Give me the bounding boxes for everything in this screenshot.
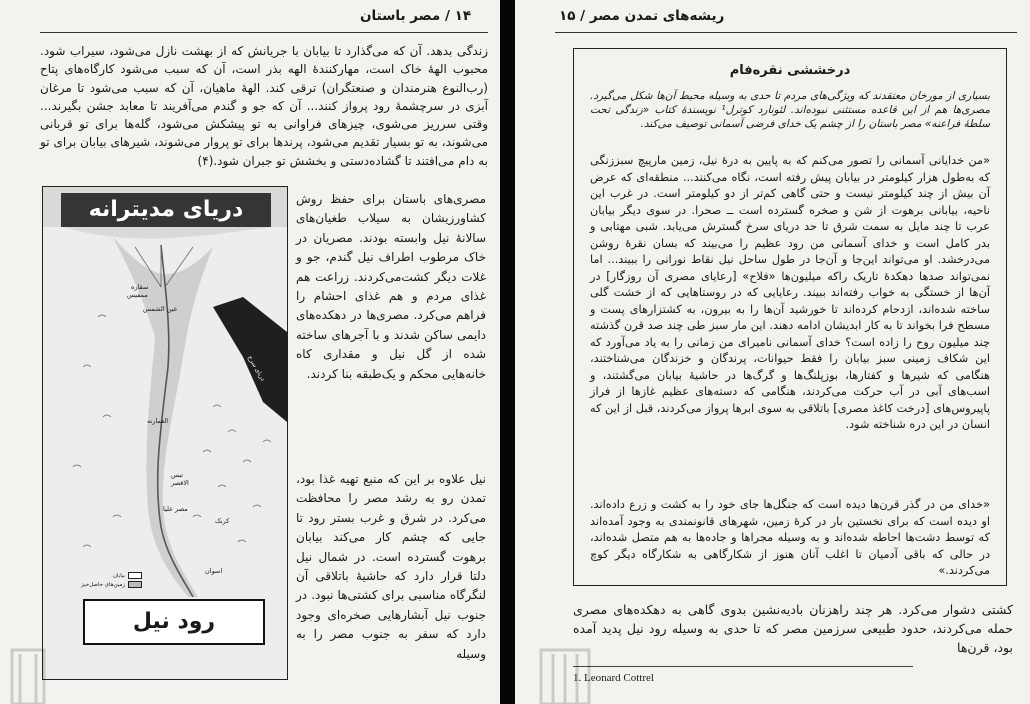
bottom-paragraph: کشتی دشوار می‌کرد. هر چند راهزنان بادیه‌نشین بدوی گاهی به دهکده‌های مصری حمله می‌کردند، حدود طبیعی سرزمین مصر که تا حدی به وسیله رود نیل پدید آمده بود، قرن‌ها [573, 602, 1013, 655]
box-quote-2: «خدای من در گذر قرن‌ها دیده است که جنگل‌ها جای خود را به کشت و زرع داده‌اند. او دیده است که برای نخستین بار در کرهٔ زمین، شهرهای قانونمندی به وجود آمده‌اند که توسط دشت‌ها احاطه شده‌اند و به وسیله مجراها و جاده‌ها به هم متصل شده‌اند، در حالی که باقی آدمیان تا اغلب آنان هنوز از شکارگاهی به شکارگاه دیگر کوچ می‌کردند.» [590, 498, 990, 577]
map-place: تبس [171, 471, 184, 479]
box-quote-1: «من خدایانی آسمانی را تصور می‌کنم که به پایین به درهٔ نیل، زمین مارپیچ سبززنگی که به‌طول هزار کیلومتر در بیابان پیش رفته است، نگاه می‌کنند... منطقه‌ای که عرض آن بیش از چند کیلومتر نیست و حتی گاهی کم‌تر از دو کیلومتر است. در غرب این ناحیه، بیابانی برهوت از شن و صخره گسترده است ــ صحرا. در سوی دیگر بیابان عرب تا چند مایل به سمت شرق تا حد دریای سرخ گسترش می‌یابد. شبی مهتابی و بدر کامل است و خدای آسمانی من رود عظیم را می‌بیند که بسان نقرهٔ روشن می‌درخشد. او می‌تواند این‌جا و آن‌جا در طول ساحل نیل نقاط نورانی را ببیند... اما نمی‌تواند صدها دهکدهٔ تاریک راکه میلیون‌ها «فلاح» [رعایای مصری آن روزگار] در آن‌ها از خستگی به خواب رفته‌اند ببیند. رعایایی که در روستاهایی که از خشت گلی ساخته شده‌اند، ازدحام کرده‌اند تا خورشید آن‌ها را به بیرون، به کشتزارهای پست و مسطح فرا بخواند تا به کار ابدیشان ادامه دهند. این مار سبز طی چند صد قرن گذشته چند میلیون روح را زاده است؟ خدای آسمانی نامیرای من زمانی را به یاد می‌آورد که این شکاف زمینی سبز بیابان را فقط حیوانات، پرندگان و خزندگان می‌شناختند، هنگامی که شیرها و کفتارها، بوزپلنگ‌ها و گرگ‌ها در حاشیهٔ بیابان می‌گشتند، و اسب‌های آبی در آب حرکت می‌کردند، هنگامی که دسته‌های عظیم غازها از فراز پاپیروس‌های [درخت کاغذ مصری] باتلاقی به سوی ابرها پرواز می‌کردند، قبل از این که انسان در این دره شناخته شود. [590, 154, 990, 431]
page-header-left: ۱۴ / مصر باستان [360, 8, 472, 24]
legend-item: بیابان [81, 572, 142, 581]
sidebar-box [573, 48, 1007, 586]
nile-map [42, 186, 288, 680]
side-paragraph-1: مصری‌های باستان برای حفظ روش کشاورزیشان به سیلاب طغیان‌های سالانهٔ نیل وابسته بودند. مصریان در خاک مرطوب اطراف نیل گندم، جو و غلات دیگر کشت‌می‌کردند. زراعت هم غذای مردم و هم غذای احشام را فراهم می‌کرد. مصری‌ها در دهکده‌های دایمی ساکن شدند و با آجرهای ساخته شده از گل نیل و مقداری کاه خانه‌هایی محکم و یک‌طبقه بنا کردند. [296, 192, 486, 381]
book-gutter [500, 0, 515, 704]
side-paragraph-2: نیل علاوه بر این که منبع تهیه غذا بود، تمدن رو به رشد مصر را محافظت می‌کرد. در شرق و غرب بستر رود تا جایی که چشم کار می‌کند بیابان برهوت گسترده است. در شمال نیل دلتا قرار دارد که حاشیهٔ باتلاقی آن لنگرگاه مناسبی برای کشتی‌ها نبود. در جنوب نیل آبشارهایی صخره‌ای وجود دارد که سفر به جنوب مصر را به وسیله [296, 472, 486, 661]
page-header-right: ریشه‌های تمدن مصر / ۱۵ [559, 8, 725, 24]
map-place: عین الشمس [143, 305, 178, 313]
map-place: الاقصر [171, 479, 189, 487]
map-place: اسوان [205, 567, 223, 575]
box-title: درخششی نقره‌فام [729, 63, 851, 78]
header-rule-right [555, 32, 1017, 33]
map-place: ممفیس [127, 291, 148, 299]
right-page [515, 0, 1030, 704]
footnote: 1. Leonard Cottrel [573, 672, 654, 684]
left-page [0, 0, 500, 704]
map-nile-label: رود نیل [83, 599, 265, 645]
map-sea-title: دریای مدیترانه [61, 193, 271, 227]
header-rule-left [40, 32, 488, 33]
map-legend [81, 572, 142, 590]
legend-item: زمین‌های حاصل‌خیز [81, 581, 142, 590]
box-intro: بسیاری از مورخان معتقدند که ویژگی‌های مردم تا حدی به وسیله محیط آن‌ها شکل می‌گیرد. مصری‌ها هم از این قاعده مستثنی نبوده‌اند. لئونارد کوترل¹ نویسندهٔ کتاب «زندگی تحت سلطهٔ فراعنه» مصر باستان را از چشم یک خدای فرضی آسمانی توصیف می‌کند. [590, 90, 990, 130]
map-place: العمارنه [147, 417, 169, 425]
map-place: کرنک [215, 517, 230, 525]
red-sea-label: دریای سرخ [246, 354, 267, 383]
map-place: مصر علیا [163, 505, 188, 513]
watermark-stamp-right [535, 630, 595, 704]
top-paragraph: زندگی بدهد. آن که می‌گذارد تا بیابان با جریانش که از بهشت نازل می‌شود، سیراب شود. محبوب الههٔ خاک است، مهارکنندهٔ الهه بذر است، آن که سبب می‌شود کارگاه‌های پتاح (رب‌النوع هنرمندان و صنعتگران) ترقی کند. الههٔ ماهیان، آن که سبب می‌شود تا مرغان آبزی در سرچشمهٔ رود پرواز کنند... آن که جو و گندم می‌آفریند تا معابد جشن بگیرند... وقتی سرریز می‌شوی، چیزهای فراوانی به تو پیشکش می‌شود، گله‌ها برای تو قربانی می‌شوند، به تو بسیار تقدیم می‌شود، پرندها برای تو پروار می‌شوند، شیرهای بیابان برای تو به دام می‌افتند تا گشاده‌دستی و بخشش تو جبران شود.(۴) [40, 44, 488, 168]
watermark-stamp-left [8, 630, 48, 704]
footnote-rule [573, 666, 913, 667]
map-place: سقاره [131, 283, 149, 291]
